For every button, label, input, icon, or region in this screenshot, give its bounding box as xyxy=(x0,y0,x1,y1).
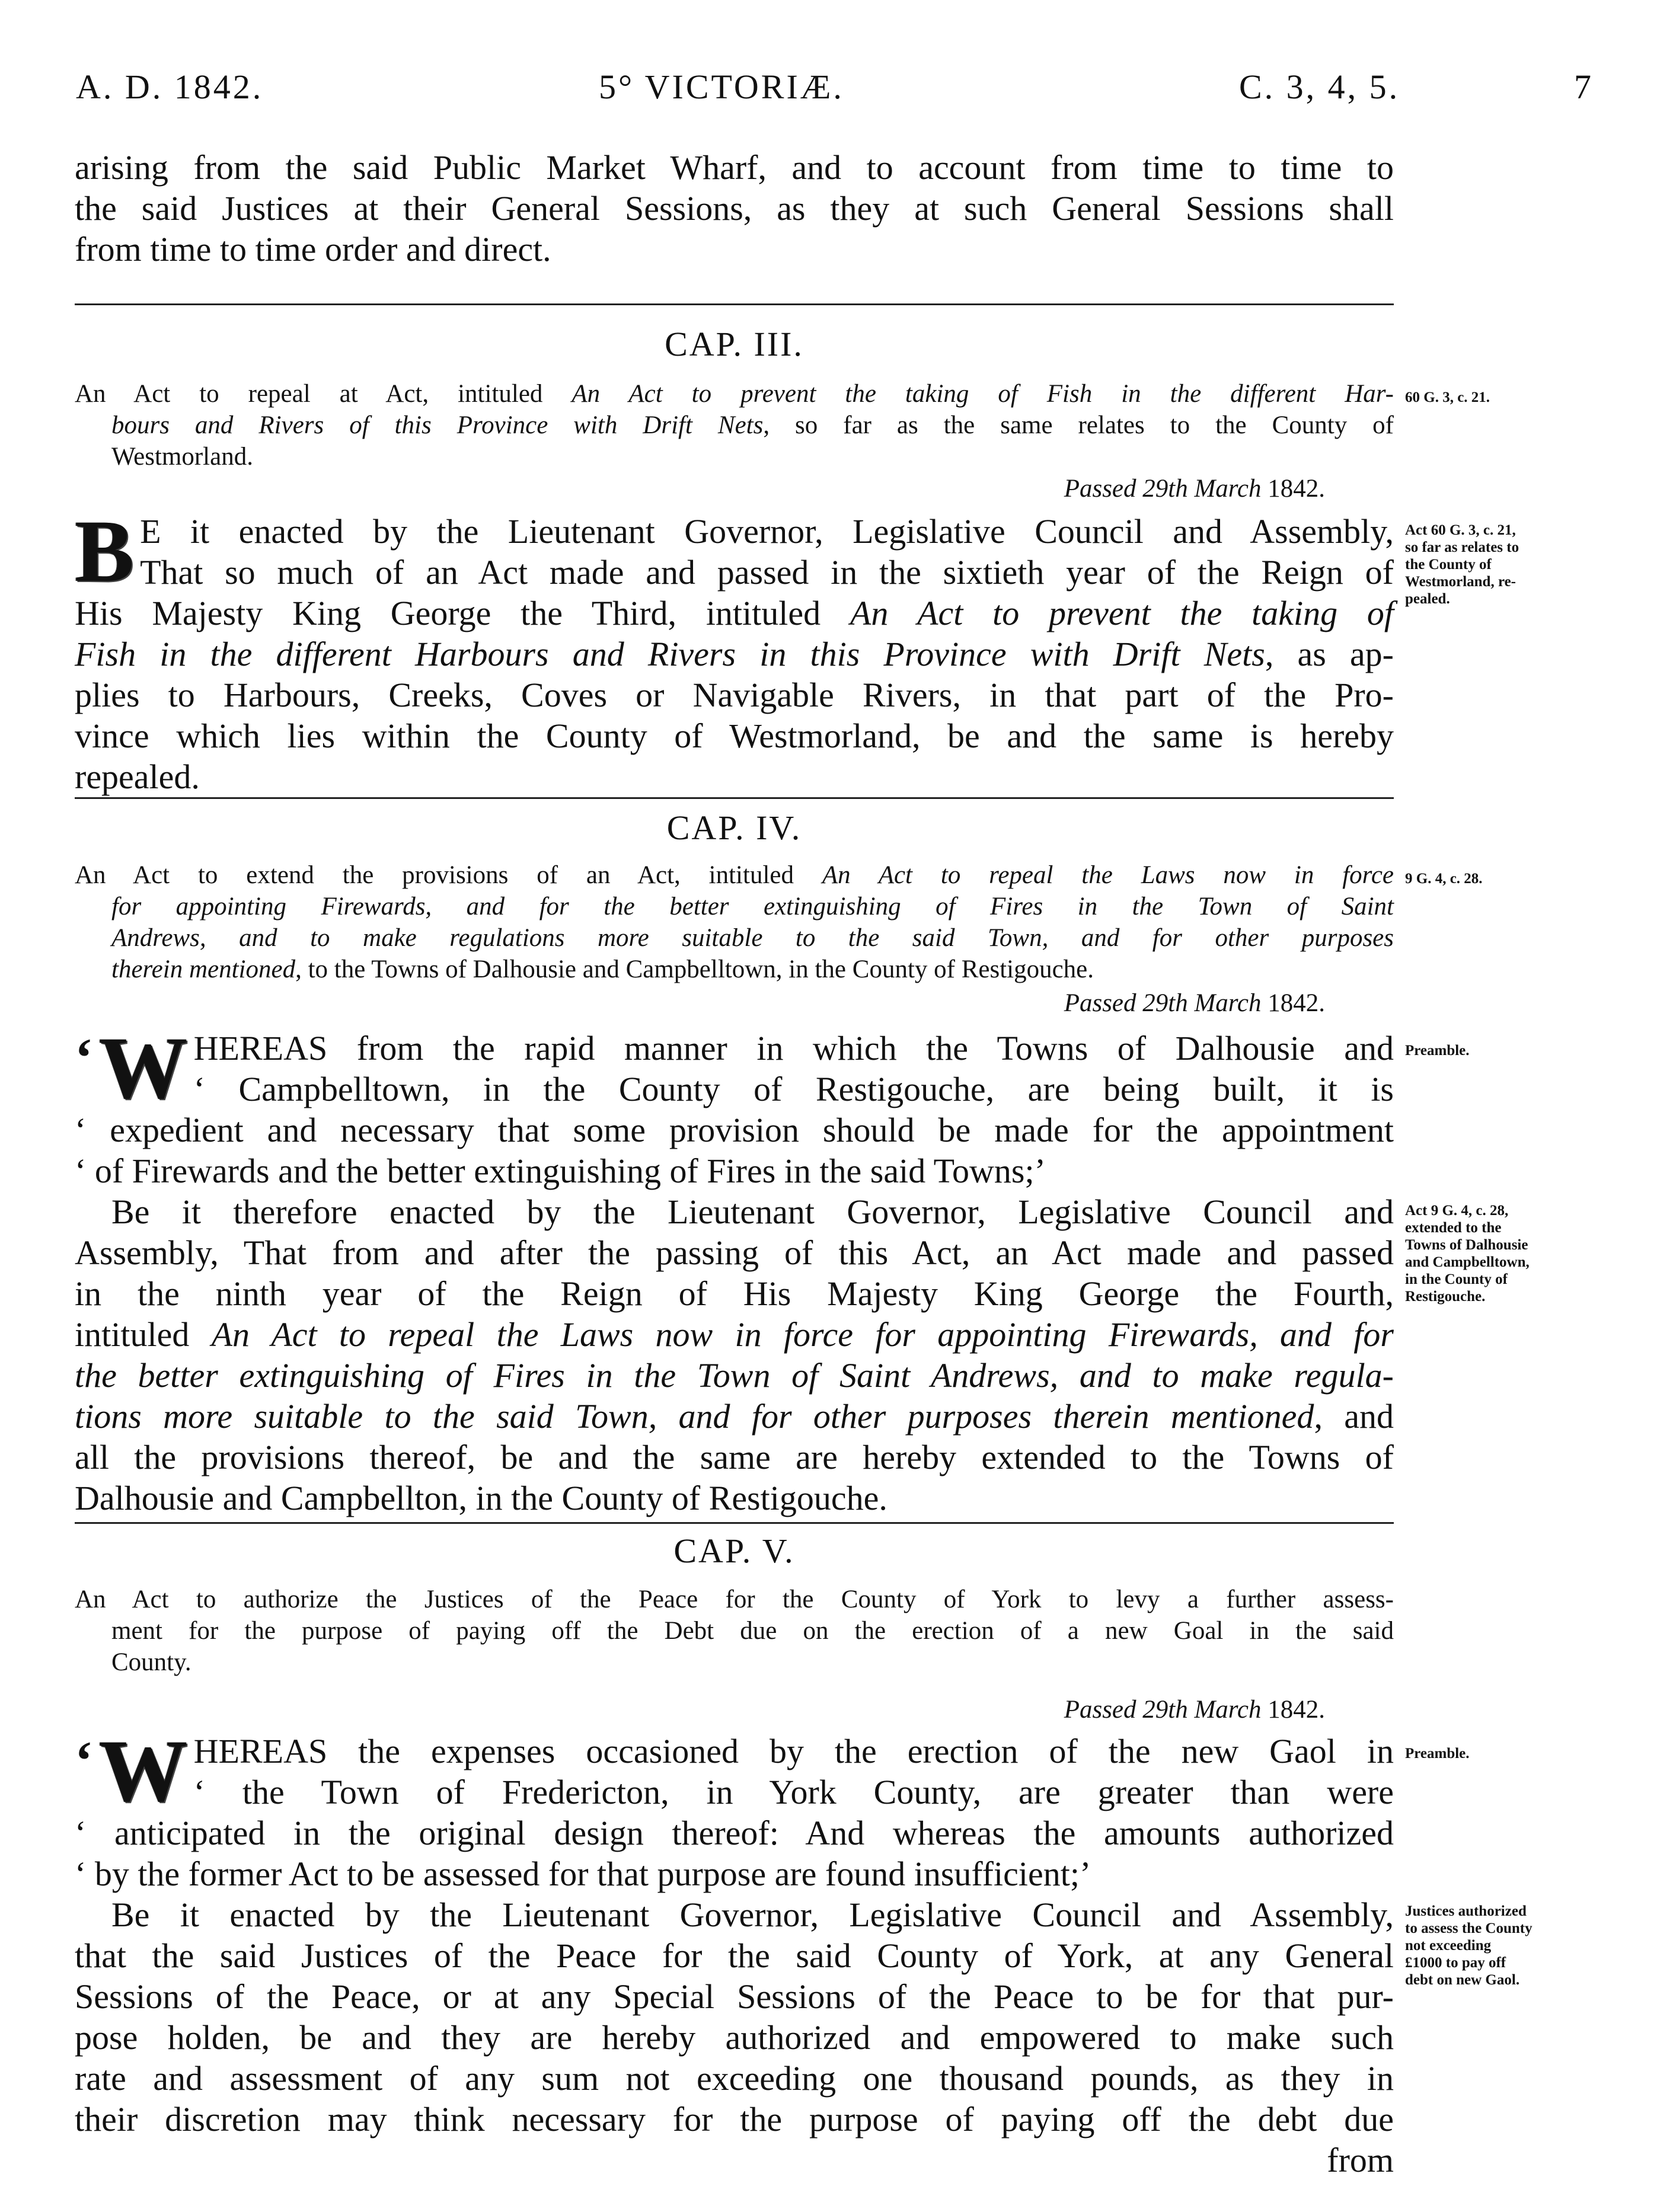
title-line: bours and Rivers of this Province with Drift Nets, so far as the same relates to the County of xyxy=(111,411,1394,439)
text-line: That so much of an Act made and passed in the sixtieth year of the Reign of xyxy=(140,553,1394,592)
drop-cap: W xyxy=(98,1019,188,1117)
title-line: Andrews, and to make regulations more suitable to the said Town, and for other purposes xyxy=(111,924,1394,952)
title-line: Westmorland. xyxy=(111,443,253,471)
title-line: therein mentioned, to the Towns of Dalhousie and Campbelltown, in the County of Restigouche. xyxy=(111,955,1094,983)
text-line: E it enacted by the Lieutenant Governor, Legislative Council and Assembly, xyxy=(140,512,1394,551)
title-line: County. xyxy=(111,1648,191,1676)
continuation-paragraph xyxy=(75,147,1394,270)
text-line: arising from the said Public Market Wharf, and to account from time to time to xyxy=(75,148,1394,187)
section-rule xyxy=(75,1522,1394,1524)
text-line: HEREAS the expenses occasioned by the erection of the new Gaol in xyxy=(193,1732,1394,1770)
opening-quote: ‘ xyxy=(75,1027,93,1088)
title-line: An Act to extend the provisions of an Act, intituled An Act to repeal the Laws now in force xyxy=(75,861,1394,889)
running-head-year: A. D. 1842. xyxy=(76,68,264,106)
text-line: in the ninth year of the Reign of His Majesty King George the Fourth, xyxy=(75,1274,1394,1313)
running-head-reign: 5° VICTORIÆ. xyxy=(599,68,844,106)
cap-4-enactment xyxy=(75,1191,1394,1519)
title-line: An Act to repeal at Act, intituled An Act to prevent the taking of Fish in the different Har- xyxy=(75,380,1394,408)
cap-5-title xyxy=(75,1584,1394,1678)
text-line: repealed. xyxy=(75,757,200,796)
text-line: ‘ of Firewards and the better extinguishing of Fires in the said Towns;’ xyxy=(75,1152,1046,1190)
text-line: that the said Justices of the Peace for the said County of York, at any General xyxy=(75,1936,1394,1975)
text-line: ‘ the Town of Fredericton, in York County, are greater than were xyxy=(193,1773,1394,1811)
marginal-note-cap-5: Justices authorized to assess the County not exceeding £1000 to pay off debt on new Gaol. xyxy=(1405,1903,1533,1988)
text-line: ‘ by the former Act to be assessed for that purpose are found insufficient;’ xyxy=(75,1855,1091,1893)
section-rule xyxy=(75,797,1394,799)
text-line: Dalhousie and Campbellton, in the County of Restigouche. xyxy=(75,1479,887,1517)
marginal-note-cap-4: Act 9 G. 4, c. 28, extended to the Towns of Dalhousie and Campbelltown, in the County of Restigouche. xyxy=(1405,1203,1530,1305)
title-line: An Act to authorize the Justices of the Peace for the County of York to levy a further assess- xyxy=(75,1586,1394,1613)
cap-5-heading: CAP. V. xyxy=(673,1532,795,1570)
text-line: vince which lies within the County of Westmorland, be and the same is hereby xyxy=(75,717,1394,755)
text-line: ‘ anticipated in the original design thereof: And whereas the amounts authorized xyxy=(75,1814,1394,1852)
text-line: from time to time order and direct. xyxy=(75,230,551,268)
cap-4-preamble xyxy=(75,1019,1394,1191)
title-line: ment for the purpose of paying off the Debt due on the erection of a new Goal in the said xyxy=(111,1617,1394,1645)
text-line: Assembly, That from and after the passing of this Act, an Act made and passed xyxy=(75,1233,1394,1272)
cap-4-passed-date: Passed 29th March 1842. xyxy=(1064,989,1325,1017)
text-line: pose holden, be and they are hereby authorized and empowered to make such xyxy=(75,2018,1394,2057)
text-line: ‘ expedient and necessary that some provision should be made for the appointment xyxy=(75,1111,1394,1149)
cap-5-enactment xyxy=(75,1894,1394,2181)
text-line: Be it enacted by the Lieutenant Governor, Legislative Council and Assembly, xyxy=(111,1895,1394,1934)
cap-3-passed-date: Passed 29th March 1842. xyxy=(1064,475,1325,503)
text-line: His Majesty King George the Third, intituled An Act to prevent the taking of xyxy=(75,594,1394,632)
page-number: 7 xyxy=(1574,68,1594,106)
drop-cap: W xyxy=(98,1722,188,1820)
section-rule xyxy=(75,303,1394,305)
text-line: Be it therefore enacted by the Lieutenant Governor, Legislative Council and xyxy=(111,1193,1394,1231)
text-line: Sessions of the Peace, or at any Special Sessions of the Peace to be for that pur- xyxy=(75,1977,1394,2016)
text-line: the said Justices at their General Sessions, as they at such General Sessions shall xyxy=(75,189,1394,228)
cap-3-heading: CAP. III. xyxy=(665,325,804,363)
cap-5-passed-date: Passed 29th March 1842. xyxy=(1064,1696,1325,1724)
text-line: ‘ Campbelltown, in the County of Restigouche, are being built, it is xyxy=(193,1070,1394,1108)
text-line: all the provisions thereof, be and the same are hereby extended to the Towns of xyxy=(75,1438,1394,1476)
cap-4-heading: CAP. IV. xyxy=(666,808,802,847)
text-line: HEREAS from the rapid manner in which the Towns of Dalhousie and xyxy=(193,1029,1394,1067)
catchword: from xyxy=(1327,2141,1394,2179)
drop-cap: B xyxy=(75,502,135,600)
cap-3-enactment xyxy=(75,502,1394,797)
cap-5-preamble xyxy=(75,1722,1394,1894)
marginal-note-cap-4-preamble: Preamble. xyxy=(1405,1043,1470,1059)
text-line: tions more suitable to the said Town, and for other purposes therein mentioned, and xyxy=(75,1397,1394,1436)
text-line: their discretion may think necessary for the purpose of paying off the debt due xyxy=(75,2100,1394,2139)
marginal-note-cap-3-citation: 60 G. 3, c. 21. xyxy=(1405,389,1490,405)
cap-3-title xyxy=(75,378,1394,472)
title-line: for appointing Firewards, and for the better extinguishing of Fires in the Town of Saint xyxy=(111,893,1394,920)
text-line: Fish in the different Harbours and Rivers in this Province with Drift Nets, as ap- xyxy=(75,635,1394,673)
cap-4-title xyxy=(75,859,1394,985)
running-head-chapters: C. 3, 4, 5. xyxy=(1239,68,1400,106)
opening-quote: ‘ xyxy=(75,1730,93,1791)
text-line: intituled An Act to repeal the Laws now in force for appointing Firewards, and for xyxy=(75,1315,1394,1354)
text-line: the better extinguishing of Fires in the Town of Saint Andrews, and to make regula- xyxy=(75,1356,1394,1395)
marginal-note-cap-4-citation: 9 G. 4, c. 28. xyxy=(1405,871,1483,887)
text-line: rate and assessment of any sum not exceeding one thousand pounds, as they in xyxy=(75,2059,1394,2098)
marginal-note-cap-3: Act 60 G. 3, c. 21, so far as relates to the County of Westmorland, re- pealed. xyxy=(1405,522,1519,607)
text-line: plies to Harbours, Creeks, Coves or Navigable Rivers, in that part of the Pro- xyxy=(75,676,1394,714)
marginal-note-cap-5-preamble: Preamble. xyxy=(1405,1746,1470,1762)
